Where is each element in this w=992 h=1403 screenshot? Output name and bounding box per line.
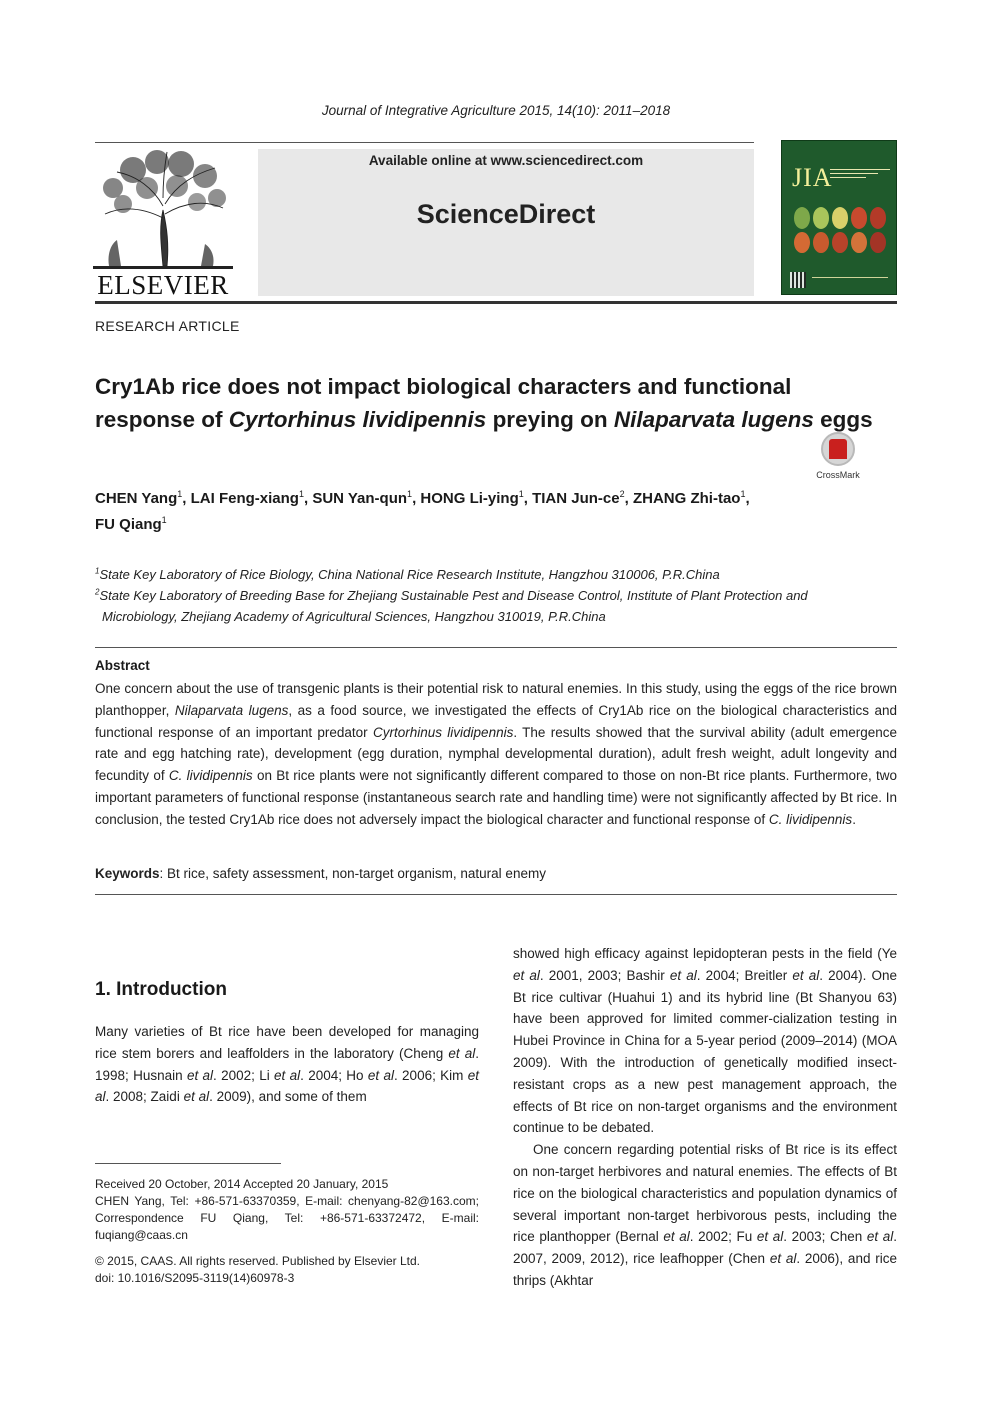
title-part: Cry1Ab rice does not impact biological characters and functional response of — [95, 374, 792, 432]
sciencedirect-brand: ScienceDirect — [416, 199, 596, 229]
intro-left-column: Many varieties of Bt rice have been developed for managing rice stem borers and leaffolders in the laboratory (Cheng et al. 1998; Husnain et al. 2002; Li et al. 2004; Ho et al. 2006; Kim et al. 2008; Zaidi et al. 2009), and some of them — [95, 1024, 479, 1105]
keywords — [95, 866, 897, 881]
qr-code-icon — [790, 272, 806, 288]
crossmark-badge[interactable] — [812, 432, 864, 482]
author[interactable]: HONG Li-ying$^1$ — [420, 489, 524, 507]
footnote-rule — [95, 1163, 281, 1164]
paragraph: showed high efficacy against lepidopteran pests in the field (Ye et al. 2001, 2003; Bashir et al. 2004; Breitler et al. 2004). One Bt rice cultivar (Huahui 1) and its hybrid line (Bt Shanyou 63) have been approved for limited commer-cialization testing in Hubei Province in China for a 5-year period (2009–2014) (MOA 2009). With the introduction of genetically modified insect-resistant crops as a new pest management approach, the effects of Bt rice on non-target organisms and the environment continue to be debated. — [513, 946, 897, 1136]
affiliation-1: $^1$State Key Laboratory of Rice Biology, China National Rice Research Institute, Hangzhou 310006, P.R.China — [95, 566, 720, 582]
cover-subtitle-lines — [830, 167, 890, 178]
title-part: preying on — [486, 407, 614, 432]
paragraph: One concern regarding potential risks of Bt rice is its effect on non-target herbivores and natural enemies. The effects of Bt rice on the biological characteristics and population dynamics of several important non-target herbivorous pests, including the rice planthopper (Bernal et al. 2002; Fu et al. 2003; Chen et al. 2007, 2009, 2012), rice leafhopper (Chen et al. 2006), and rice thrips (Akhtar — [513, 1142, 897, 1288]
crossmark-icon — [821, 432, 855, 466]
header-rule — [95, 142, 754, 143]
title-species: Nilaparvata lugens — [613, 407, 814, 432]
article-title — [95, 370, 885, 436]
author[interactable]: TIAN Jun-$ce^2$ — [532, 489, 625, 507]
copyright: © 2015, CAAS. All rights reserved. Published by Elsevier Ltd. — [95, 1254, 421, 1268]
author[interactable]: FU Qiang$^1$ — [95, 515, 167, 533]
elsevier-logo[interactable] — [93, 148, 233, 300]
received-dates: Received 20 October, 2014 Accepted 20 January, 2015 — [95, 1177, 389, 1191]
journal-cover[interactable] — [781, 140, 897, 295]
cover-footer — [812, 277, 888, 285]
title-species: Cyrtorhinus lividipennis — [228, 407, 487, 432]
header-thick-rule — [95, 301, 897, 304]
elsevier-wordmark: ELSEVIER — [97, 270, 229, 300]
crossmark-label: CrossMark — [816, 470, 860, 480]
footnote-received-contact — [95, 1176, 479, 1244]
author[interactable]: ZHANG Zhi-tao$^1$ — [632, 489, 746, 507]
cover-image-grid — [794, 207, 886, 253]
abstract-text: One concern about the use of transgenic plants is their potential risk to natural enemies. In this study, using the eggs of the rice brown planthopper, Nilaparvata lugens, as a food source, we investigated the effects of Cry1Ab rice on the biological characteristics and functional response of an important predator Cyrtorhinus lividipennis. The results showed that the survival ability (adult emergence rate and egg hatching rate), development (egg duration, nymphal developmental duration), adult fresh weight, adult longevity and fecundity of C. lividipennis on Bt rice plants were not significantly different compared to those on non-Bt rice plants. Furthermore, two important parameters of functional response (instantaneous search rate and handling time) were not significantly affected by Bt rice. In conclusion, the tested Cry1Ab rice does not adversely impact the biological character and functional response of C. lividipennis. — [95, 681, 897, 827]
doi-link[interactable]: doi: 10.1016/S2095-3119(14)60978-3 — [95, 1271, 295, 1285]
abstract-top-rule — [95, 647, 897, 648]
footnote-copyright — [95, 1253, 479, 1287]
abstract-bottom-rule — [95, 894, 897, 895]
abstract-heading: Abstract — [95, 658, 150, 673]
title-part: eggs — [813, 407, 873, 432]
author[interactable]: CHEN Yang$^1$ — [95, 489, 183, 507]
journal-citation: Journal of Integrative Agriculture 2015, 14(10): 2011–2018 — [321, 103, 671, 118]
author[interactable]: LAI Feng-xiang$^1$ — [190, 489, 304, 507]
available-online-text: Available online at www.sciencedirect.com — [368, 153, 644, 168]
contact-info[interactable]: CHEN Yang, Tel: +86-571-63370359, E-mail: chenyang-82@163.com; Correspondence FU Qiang, Tel: +86-571-63372472, E-mail: fuqiang@caas.cn — [95, 1194, 479, 1242]
section-heading-introduction: 1. Introduction — [95, 979, 227, 1000]
affiliation-2: $^2$State Key Laboratory of Breeding Base for Zhejiang Sustainable Pest and Disease Control, Institute of Plant Protection and Microbiology, Zhejiang Academy of Agricultural Sciences, Hangzhou 310019, P.R.China — [95, 587, 808, 624]
author-list: CHEN Yang$^1$, LAI Feng-xiang$^1$, SUN Yan-qun$^1$, HONG Li-ying$^1$, TIAN Jun-$ce^2$, ZHANG Zhi-tao$^1$, FU Qiang$^1$ — [95, 489, 750, 533]
author[interactable]: SUN Yan-qun$^1$ — [312, 489, 413, 507]
article-type: RESEARCH ARTICLE — [95, 318, 240, 334]
intro-right-column — [513, 943, 897, 1292]
cover-title: JIA — [792, 163, 833, 192]
keywords-values: : Bt rice, safety assessment, non-target organism, natural enemy — [159, 866, 546, 881]
sciencedirect-banner[interactable] — [258, 149, 754, 296]
elsevier-tree-icon — [93, 148, 233, 270]
keywords-label: Keywords — [95, 866, 160, 881]
